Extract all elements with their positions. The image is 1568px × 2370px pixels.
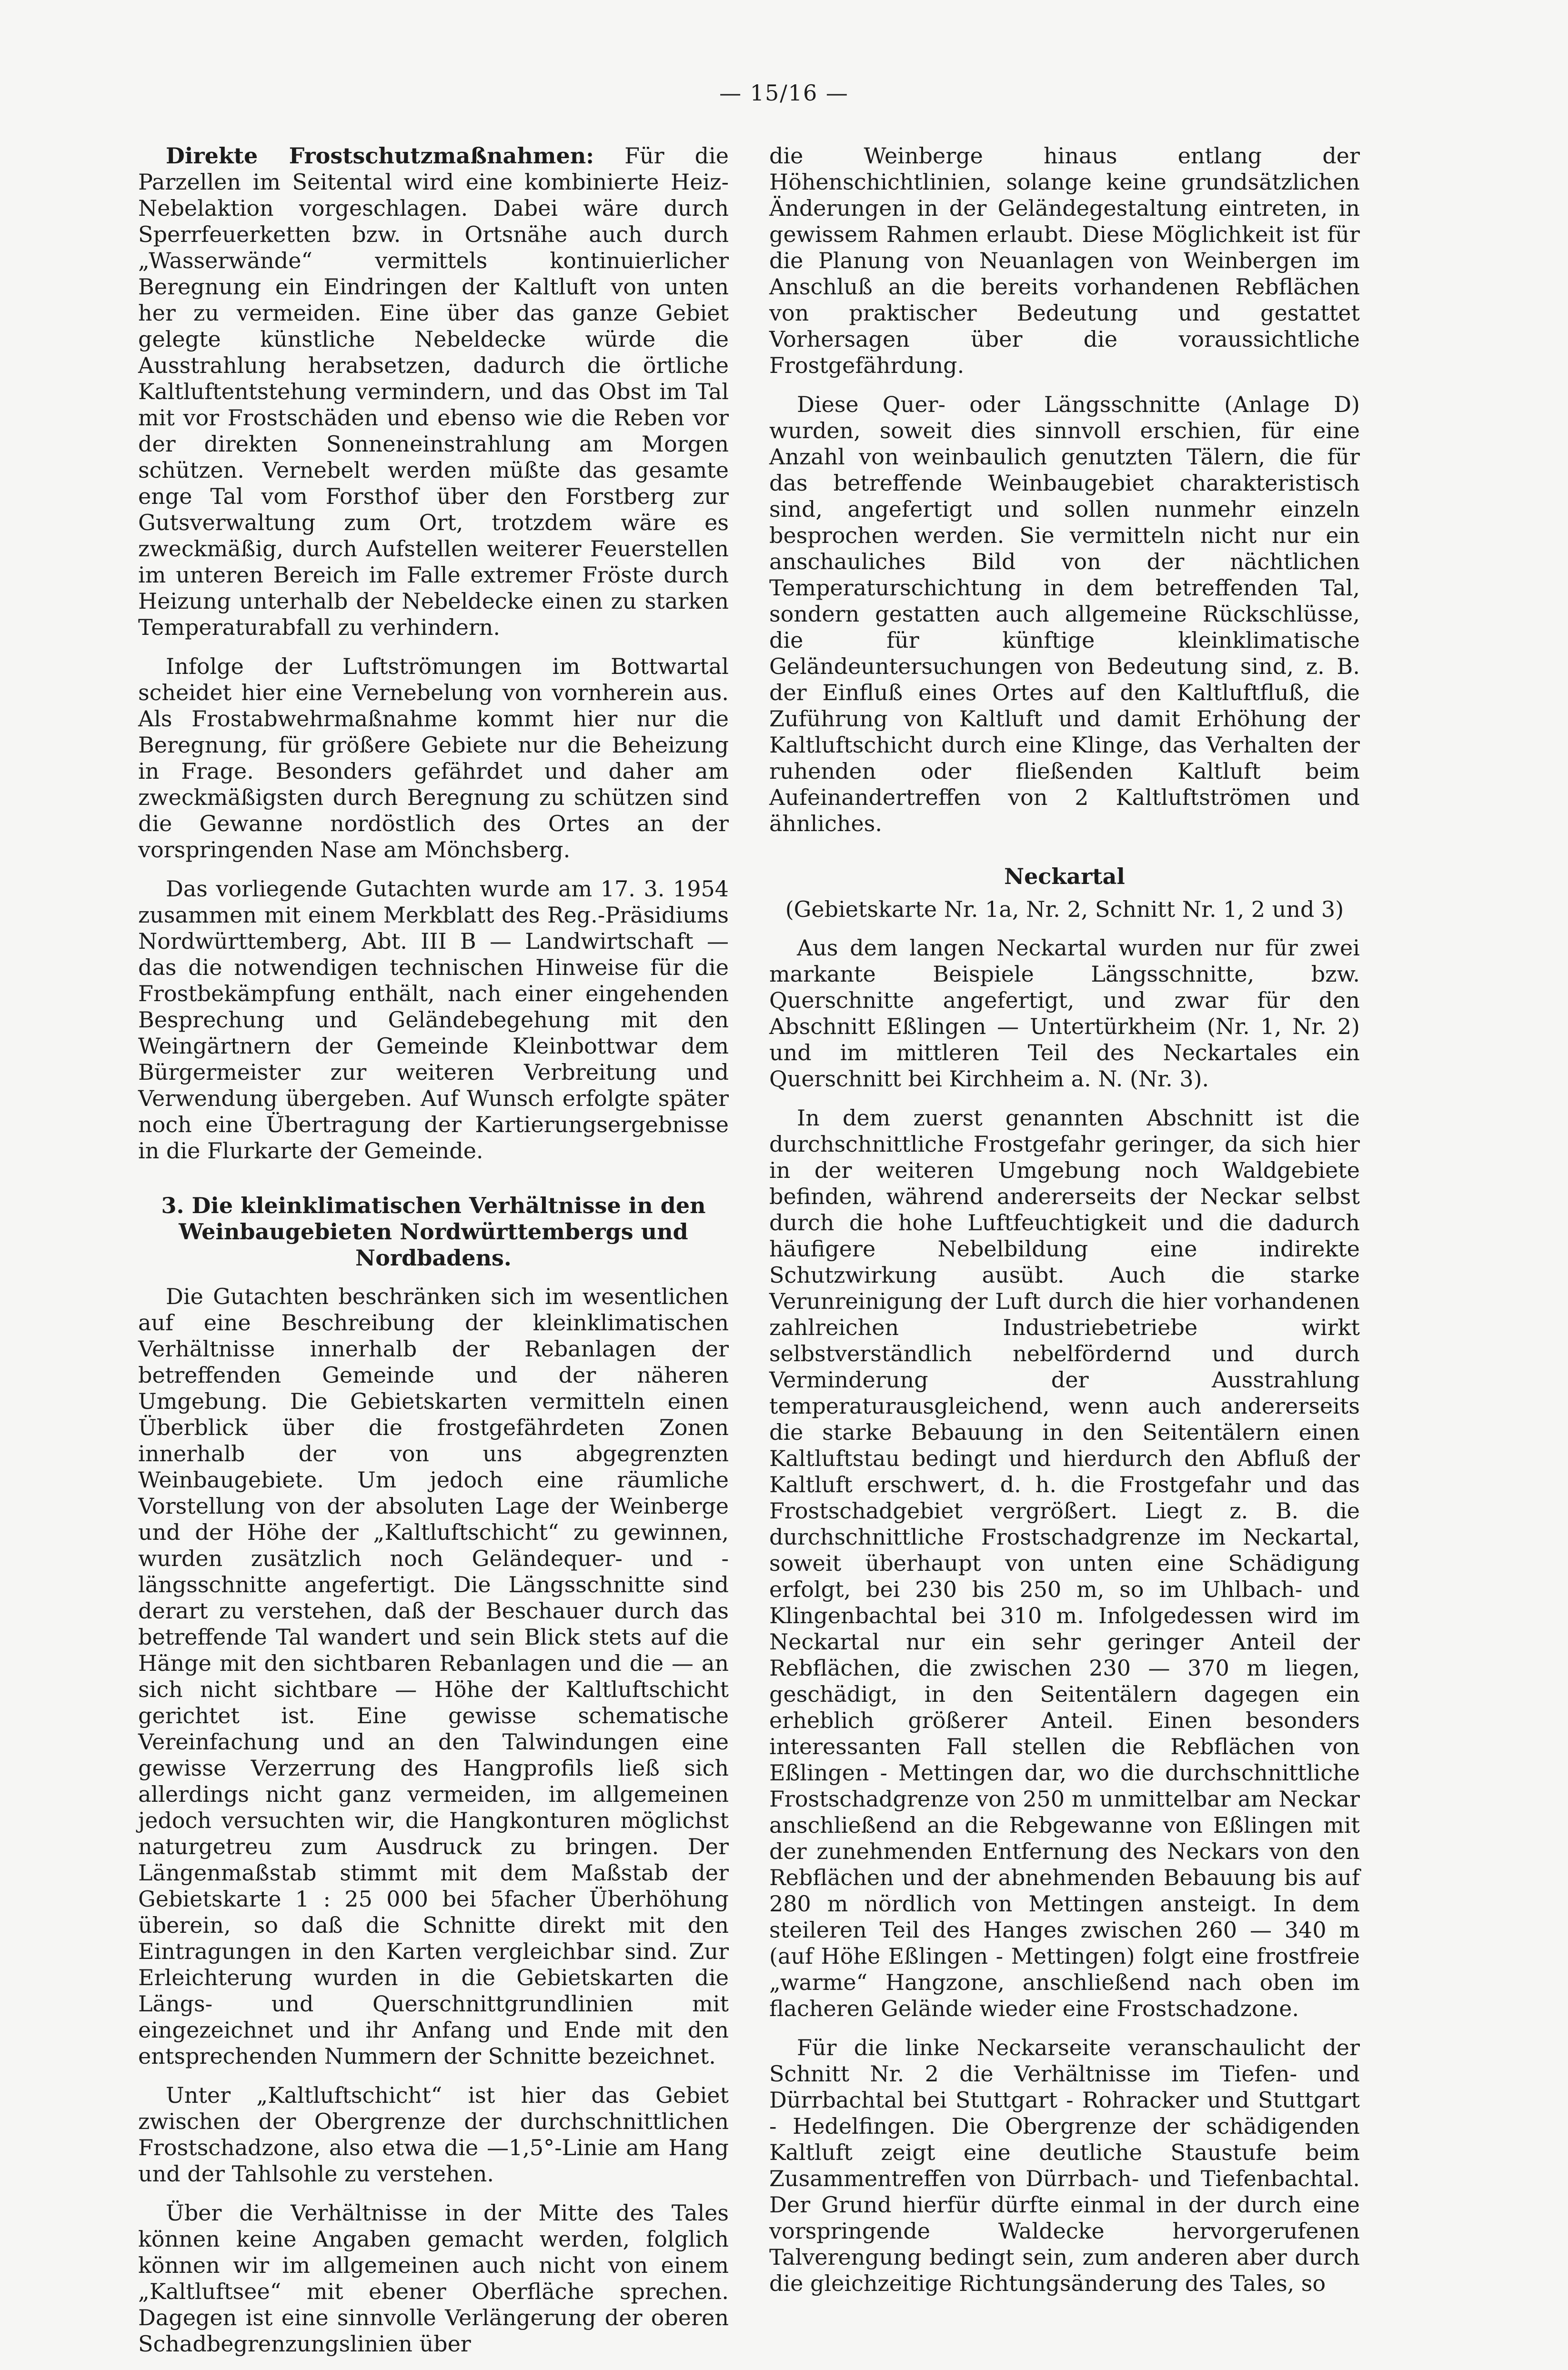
run-in-heading: Direkte Frostschutzmaßnahmen: [166,143,594,169]
paragraph: Unter „Kaltluftschicht“ ist hier das Gebiet zwischen der Obergrenze der durchschnittlichen Frostschadzone, also etwa die —1,5°-Linie am Hang und der Tahlsohle zu verstehen. [138,2082,729,2187]
paragraph: Für die linke Neckarseite veranschaulicht der Schnitt Nr. 2 die Verhältnisse im Tiefen- und Dürrbachtal bei Stuttgart - Rohracker und Stuttgart - Hedelfingen. Die Obergrenze der schädigenden Kaltluft zeigt eine deutliche Staustufe beim Zusammentreffen von Dürrbach- und Tiefenbachtal. Der Grund hierfür dürfte einmal in der durch eine vorspringende Waldecke hervorgerufenen Talverengung bedingt sein, zum anderen aber durch die gleichzeitige Richtungsänderung des Tales, so [769,2035,1360,2296]
left-column [138,143,729,2370]
paragraph: In dem zuerst genannten Abschnitt ist die durchschnittliche Frostgefahr geringer, da sich hier in der weiteren Umgebung noch Waldgebiete befinden, während andererseits der Neckar selbst durch die hohe Luftfeuchtigkeit und die dadurch häufigere Nebelbildung eine indirekte Schutzwirkung ausübt. Auch die starke Verunreinigung der Luft durch die hier vorhandenen zahlreichen Industriebetriebe wirkt selbstverständlich nebelfördernd und durch Verminderung der Ausstrahlung temperaturausgleichend, wenn auch andererseits die starke Bebauung in den Seitentälern einen Kaltluftstau bedingt und hierdurch den Abfluß der Kaltluft erschwert, d. h. die Frostgefahr und das Frostschadgebiet vergrößert. Liegt z. B. die durchschnittliche Frostschadgrenze im Neckartal, soweit überhaupt von unten eine Schädigung erfolgt, bei 230 bis 250 m, so im Uhlbach- und Klingenbachtal bei 310 m. Infolgedessen wird im Neckartal nur ein sehr geringer Anteil der Rebflächen, die zwischen 230 — 370 m liegen, geschädigt, in den Seitentälern dagegen ein erheblich größerer Anteil. Einen besonders interessanten Fall stellen die Rebflächen von Eßlingen - Mettingen dar, wo die durchschnittliche Frostschadgrenze von 250 m unmittelbar am Neckar anschließend an die Rebgewanne von Eßlingen mit der zunehmenden Entfernung des Neckars von den Rebflächen und der abnehmenden Bebauung bis auf 280 m nördlich von Mettingen ansteigt. In dem steileren Teil des Hanges zwischen 260 — 340 m (auf Höhe Eßlingen - Mettingen) folgt eine frostfreie „warme“ Hangzone, anschließend nach oben im flacheren Gelände wieder eine Frostschadzone. [769,1105,1360,2021]
paragraph-text: Für die Parzellen im Seitental wird eine kombinierte Heiz-Nebelaktion vorgeschlagen. Dabei wäre durch Sperrfeuerketten bzw. in Ortsnähe auch durch „Wasserwände“ vermittels kontinuierlicher Beregnung ein Eindringen der Kaltluft von unten her zu vermeiden. Eine über das ganze Gebiet gelegte künstliche Nebeldecke würde die Ausstrahlung herabsetzen, dadurch die örtliche Kaltluftentstehung vermindern, und das Obst im Tal mit vor Frostschäden und ebenso wie die Reben vor der direkten Sonneneinstrahlung am Morgen schützen. Vernebelt werden müßte das gesamte enge Tal vom Forsthof über den Forstberg zur Gutsverwaltung zum Ort, trotzdem wäre es zweckmäßig, durch Aufstellen weiterer Feuerstellen im unteren Bereich im Falle extremer Fröste durch Heizung unterhalb der Nebeldecke einen zu starken Temperaturabfall zu verhindern. [138,143,729,640]
paragraph-continued: die Weinberge hinaus entlang der Höhenschichtlinien, solange keine grundsätzlichen Änderungen in der Geländegestaltung eintreten, in gewissem Rahmen erlaubt. Diese Möglichkeit ist für die Planung von Neuanlagen von Weinbergen im Anschluß an die bereits vorhandenen Rebflächen von praktischer Bedeutung und gestattet Vorhersagen über die voraussichtliche Frostgefährdung. [769,143,1360,378]
paragraph: Diese Quer- oder Längsschnitte (Anlage D) wurden, soweit dies sinnvoll erschien, für eine Anzahl von weinbaulich genutzten Tälern, die für das betreffende Weinbaugebiet charakteristisch sind, angefertigt und sollen nunmehr einzeln besprochen werden. Sie vermitteln nicht nur ein anschauliches Bild von der nächtlichen Temperaturschichtung in dem betreffenden Tal, sondern gestatten auch allgemeine Rückschlüsse, die für künftige kleinklimatische Geländeuntersuchungen von Bedeutung sind, z. B. der Einfluß eines Ortes auf den Kaltluftfluß, die Zuführung von Kaltluft und damit Erhöhung der Kaltluftschicht durch eine Klinge, das Verhalten der ruhenden oder fließenden Kaltluft beim Aufeinandertreffen von 2 Kaltluftströmen und ähnliches. [769,392,1360,836]
paragraph: Über die Verhältnisse in der Mitte des Tales können keine Angaben gemacht werden, folglich können wir im allgemeinen auch nicht von einem „Kaltluftsee“ mit ebener Oberfläche sprechen. Dagegen ist eine sinnvolle Verlängerung der oberen Schadbegrenzungslinien über [138,2200,729,2357]
paragraph: Das vorliegende Gutachten wurde am 17. 3. 1954 zusammen mit einem Merkblatt des Reg.-Präsidiums Nordwürttemberg, Abt. III B — Landwirtschaft — das die notwendigen technischen Hinweise für die Frostbekämpfung enthält, nach einer eingehenden Besprechung und Geländebegehung mit den Weingärtnern der Gemeinde Kleinbottwar dem Bürgermeister zur weiteren Verbreitung und Verwendung übergeben. Auf Wunsch erfolgte später noch eine Übertragung der Kartierungsergebnisse in die Flurkarte der Gemeinde. [138,876,729,1164]
page-number: — 15/16 — [719,80,849,106]
paragraph: Infolge der Luftströmungen im Bottwartal scheidet hier eine Vernebelung von vornherein aus. Als Frostabwehrmaßnahme kommt hier nur die Beregnung, für größere Gebiete nur die Beheizung in Frage. Besonders gefährdet und daher am zweckmäßigsten durch Beregnung zu schützen sind die Gewanne nordöstlich des Ortes an der vorspringenden Nase am Mönchsberg. [138,653,729,863]
paragraph [138,143,729,641]
paragraph: Die Gutachten beschränken sich im wesentlichen auf eine Beschreibung der kleinklimatischen Verhältnisse innerhalb der Rebanlagen der betreffenden Gemeinde und der näheren Umgebung. Die Gebietskarten vermitteln einen Überblick über die frostgefährdeten Zonen innerhalb der von uns abgegrenzten Weinbaugebiete. Um jedoch eine räumliche Vorstellung von der absoluten Lage der Weinberge und der Höhe der „Kaltluftschicht“ zu gewinnen, wurden zusätzlich noch Geländequer- und -längsschnitte angefertigt. Die Längsschnitte sind derart zu verstehen, daß der Beschauer durch das betreffende Tal wandert und sein Blick stets auf die Hänge mit den sichtbaren Rebanlagen und die — an sich nicht sichtbare — Höhe der Kaltluftschicht gerichtet ist. Eine gewisse schematische Vereinfachung und an den Talwindungen eine gewisse Verzerrung des Hangprofils ließ sich allerdings nicht ganz vermeiden, im allgemeinen jedoch versuchten wir, die Hangkonturen möglichst naturgetreu zum Ausdruck zu bringen. Der Längenmaßstab stimmt mit dem Maßstab der Gebietskarte 1 : 25 000 bei 5facher Überhöhung überein, so daß die Schnitte direkt mit den Eintragungen in den Karten vergleichbar sind. Zur Erleichterung wurden in die Gebietskarten die Längs- und Querschnittgrundlinien mit eingezeichnet und ihr Anfang und Ende mit den entsprechenden Nummern der Schnitte bezeichnet. [138,1284,729,2069]
subsection-title: Neckartal [1004,864,1125,889]
right-column [769,143,1360,2310]
section-heading: 3. Die kleinklimatischen Verhältnisse in den Weinbaugebieten Nordwürttembergs und Nordbadens. [161,1193,706,1271]
paragraph: Aus dem langen Neckartal wurden nur für zwei markante Beispiele Längsschnitte, bzw. Querschnitte angefertigt, und zwar für den Abschnitt Eßlingen — Untertürkheim (Nr. 1, Nr. 2) und im mittleren Teil des Neckartales ein Querschnitt bei Kirchheim a. N. (Nr. 3). [769,935,1360,1092]
subsection-reference: (Gebietskarte Nr. 1a, Nr. 2, Schnitt Nr. 1, 2 und 3) [785,896,1344,922]
